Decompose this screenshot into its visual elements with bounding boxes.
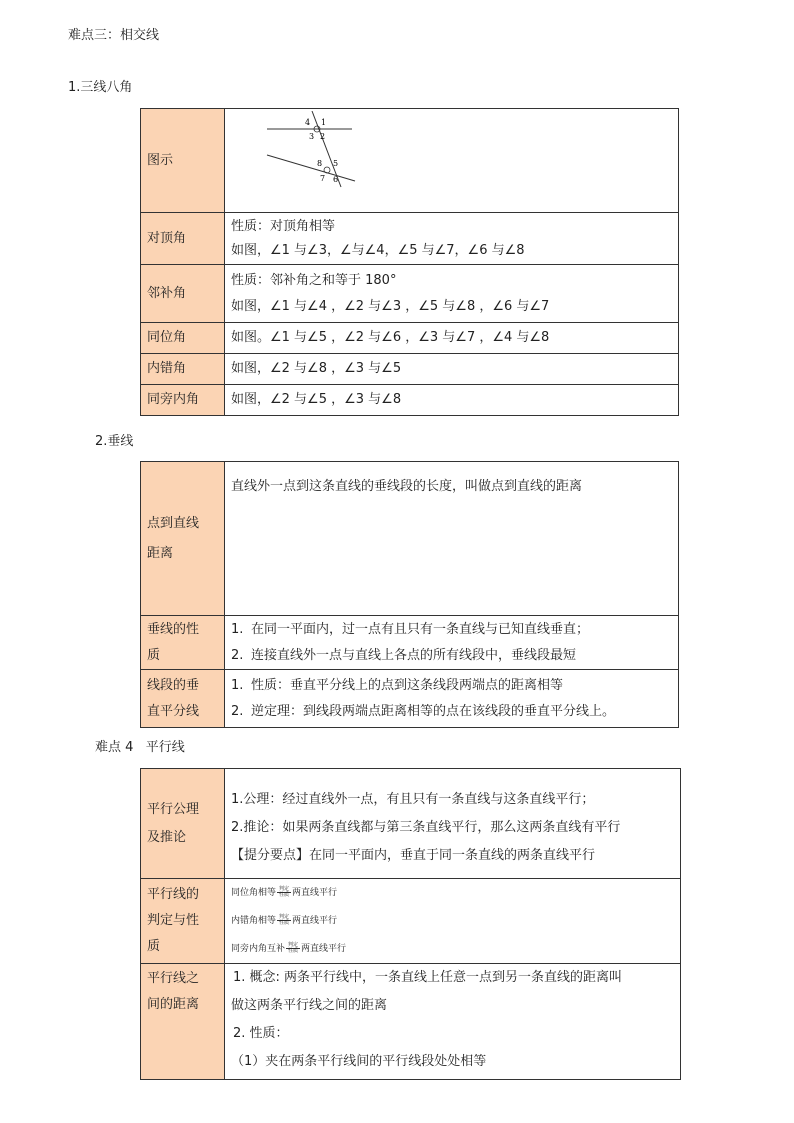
angle-label-4: 4 bbox=[305, 117, 311, 127]
row-content: 如图，∠2 与∠8 ，∠3 与∠5 bbox=[225, 354, 679, 385]
table-row bbox=[141, 109, 679, 213]
table-row bbox=[141, 462, 679, 616]
content-line: 2. 性质： bbox=[233, 1026, 289, 1041]
label-line: 间的距离 bbox=[147, 997, 200, 1012]
relation-left: 同位角相等 bbox=[231, 888, 277, 898]
row-label: 同旁内角 bbox=[141, 385, 225, 416]
row-content bbox=[225, 964, 681, 1080]
list-item bbox=[231, 643, 678, 669]
item-number: 1. bbox=[231, 621, 244, 637]
decide-property-arrow bbox=[277, 915, 291, 926]
angle-label-2: 2 bbox=[320, 131, 326, 141]
row-label: 邻补角 bbox=[141, 265, 225, 323]
row-content bbox=[225, 879, 681, 964]
row-label bbox=[141, 769, 225, 879]
row-label: 图示 bbox=[141, 109, 225, 213]
item-number: 1. bbox=[231, 677, 244, 693]
table-row bbox=[141, 385, 679, 416]
relation-line bbox=[231, 935, 680, 963]
table-row bbox=[141, 265, 679, 323]
label-line: 直平分线 bbox=[147, 703, 200, 719]
list-item bbox=[231, 699, 678, 725]
arrow-bottom: 性质 bbox=[279, 920, 290, 926]
decide-property-arrow bbox=[286, 943, 300, 954]
perpendicular-table bbox=[140, 461, 679, 728]
label-line: 质 bbox=[147, 939, 161, 954]
list-item bbox=[231, 673, 678, 699]
row-label bbox=[141, 462, 225, 616]
page-title: 难点三：相交线 bbox=[68, 28, 160, 43]
content-line: 1. 概念: 两条平行线中，一条直线上任意一点到另一条直线的距离叫 bbox=[233, 970, 623, 985]
table-row bbox=[141, 616, 679, 670]
arrow-bottom: 性质 bbox=[288, 948, 299, 954]
item-text: 在同一平面内，过一点有且只有一条直线与已知直线垂直； bbox=[251, 621, 590, 637]
item-number: 2. bbox=[231, 647, 244, 663]
item-number: 2. bbox=[231, 703, 244, 719]
row-label: 内错角 bbox=[141, 354, 225, 385]
content-line: （1）夹在两条平行线间的平行线段处处相等 bbox=[231, 1054, 487, 1069]
angle-label-5: 5 bbox=[333, 158, 339, 168]
three-lines-eight-angles-table bbox=[140, 108, 679, 416]
row-content bbox=[225, 769, 681, 879]
item-text: 逆定理：到线段两端点距离相等的点在该线段的垂直平分线上。 bbox=[251, 703, 616, 719]
label-line: 点到直线 bbox=[147, 515, 200, 531]
row-content bbox=[225, 462, 679, 616]
row-label: 同位角 bbox=[141, 323, 225, 354]
row-label bbox=[141, 964, 225, 1080]
label-line: 距离 bbox=[147, 545, 174, 561]
line-b bbox=[267, 155, 355, 181]
relation-right: 两直线平行 bbox=[292, 916, 338, 926]
arrow-top: 判定 bbox=[279, 886, 290, 892]
section-2-heading: 2.垂线 bbox=[95, 434, 134, 449]
content-line: 性质：对顶角相等 bbox=[231, 218, 336, 234]
content-line: 如图，∠1 与∠4 ，∠2 与∠3 ，∠5 与∠8 ，∠6 与∠7 bbox=[231, 298, 550, 314]
row-label bbox=[141, 879, 225, 964]
angle-label-7: 7 bbox=[320, 173, 326, 183]
angle-label-6: 6 bbox=[333, 174, 339, 184]
row-label bbox=[141, 670, 225, 728]
relation-right: 两直线平行 bbox=[301, 944, 347, 954]
section-1-heading: 1.三线八角 bbox=[68, 80, 133, 95]
table-row bbox=[141, 879, 681, 964]
label-line: 判定与性 bbox=[147, 913, 200, 928]
row-content bbox=[225, 265, 679, 323]
item-text: 性质：垂直平分线上的点到这条线段两端点的距离相等 bbox=[251, 677, 564, 693]
relation-right: 两直线平行 bbox=[292, 888, 338, 898]
relation-line bbox=[231, 879, 680, 907]
content-line: 如图，∠1 与∠3，∠与∠4，∠5 与∠7，∠6 与∠8 bbox=[231, 242, 525, 258]
row-label bbox=[141, 616, 225, 670]
label-line: 质 bbox=[147, 647, 161, 663]
content-line: 性质：邻补角之和等于 180° bbox=[231, 272, 397, 288]
table-row bbox=[141, 964, 681, 1080]
label-line: 垂线的性 bbox=[147, 621, 200, 637]
content-line: 【提分要点】在同一平面内，垂直于同一条直线的两条直线平行 bbox=[231, 847, 596, 863]
content-line: 直线外一点到这条直线的垂线段的长度，叫做点到直线的距离 bbox=[231, 479, 583, 494]
row-content: 如图，∠2 与∠5 ，∠3 与∠8 bbox=[225, 385, 679, 416]
label-line: 平行公理 bbox=[147, 801, 200, 817]
arrow-bottom: 性质 bbox=[279, 892, 290, 898]
three-lines-figure bbox=[257, 111, 377, 211]
section-3-heading: 难点 4 平行线 bbox=[95, 740, 185, 755]
angle-label-1: 1 bbox=[321, 117, 327, 127]
label-line: 平行线的 bbox=[147, 887, 200, 902]
table-row bbox=[141, 670, 679, 728]
list-item bbox=[231, 617, 678, 643]
content-line: 2.推论：如果两条直线都与第三条直线平行，那么这两条直线有平行 bbox=[231, 819, 621, 835]
angle-figure-cell bbox=[225, 109, 679, 213]
table-row bbox=[141, 354, 679, 385]
parallel-lines-table bbox=[140, 768, 681, 1080]
angle-label-3: 3 bbox=[309, 131, 315, 141]
label-line: 平行线之 bbox=[147, 971, 200, 986]
row-content: 如图。∠1 与∠5 ，∠2 与∠6 ，∠3 与∠7 ，∠4 与∠8 bbox=[225, 323, 679, 354]
decide-property-arrow bbox=[277, 887, 291, 898]
table-row bbox=[141, 213, 679, 265]
relation-left: 内错角相等 bbox=[231, 916, 277, 926]
table-row bbox=[141, 769, 681, 879]
label-line: 线段的垂 bbox=[147, 677, 200, 693]
item-text: 连接直线外一点与直线上各点的所有线段中，垂线段最短 bbox=[251, 647, 577, 663]
angle-label-8: 8 bbox=[317, 158, 323, 168]
arrow-top: 判定 bbox=[288, 942, 299, 948]
row-content bbox=[225, 213, 679, 265]
row-label: 对顶角 bbox=[141, 213, 225, 265]
arrow-top: 判定 bbox=[279, 914, 290, 920]
intersection-marker bbox=[324, 167, 330, 173]
content-line: 做这两条平行线之间的距离 bbox=[231, 998, 388, 1013]
relation-left: 同旁内角互补 bbox=[231, 944, 286, 954]
table-row bbox=[141, 323, 679, 354]
row-content bbox=[225, 616, 679, 670]
relation-line bbox=[231, 907, 680, 935]
row-content bbox=[225, 670, 679, 728]
content-line: 1.公理：经过直线外一点，有且只有一条直线与这条直线平行； bbox=[231, 791, 595, 807]
label-line: 及推论 bbox=[147, 829, 187, 845]
